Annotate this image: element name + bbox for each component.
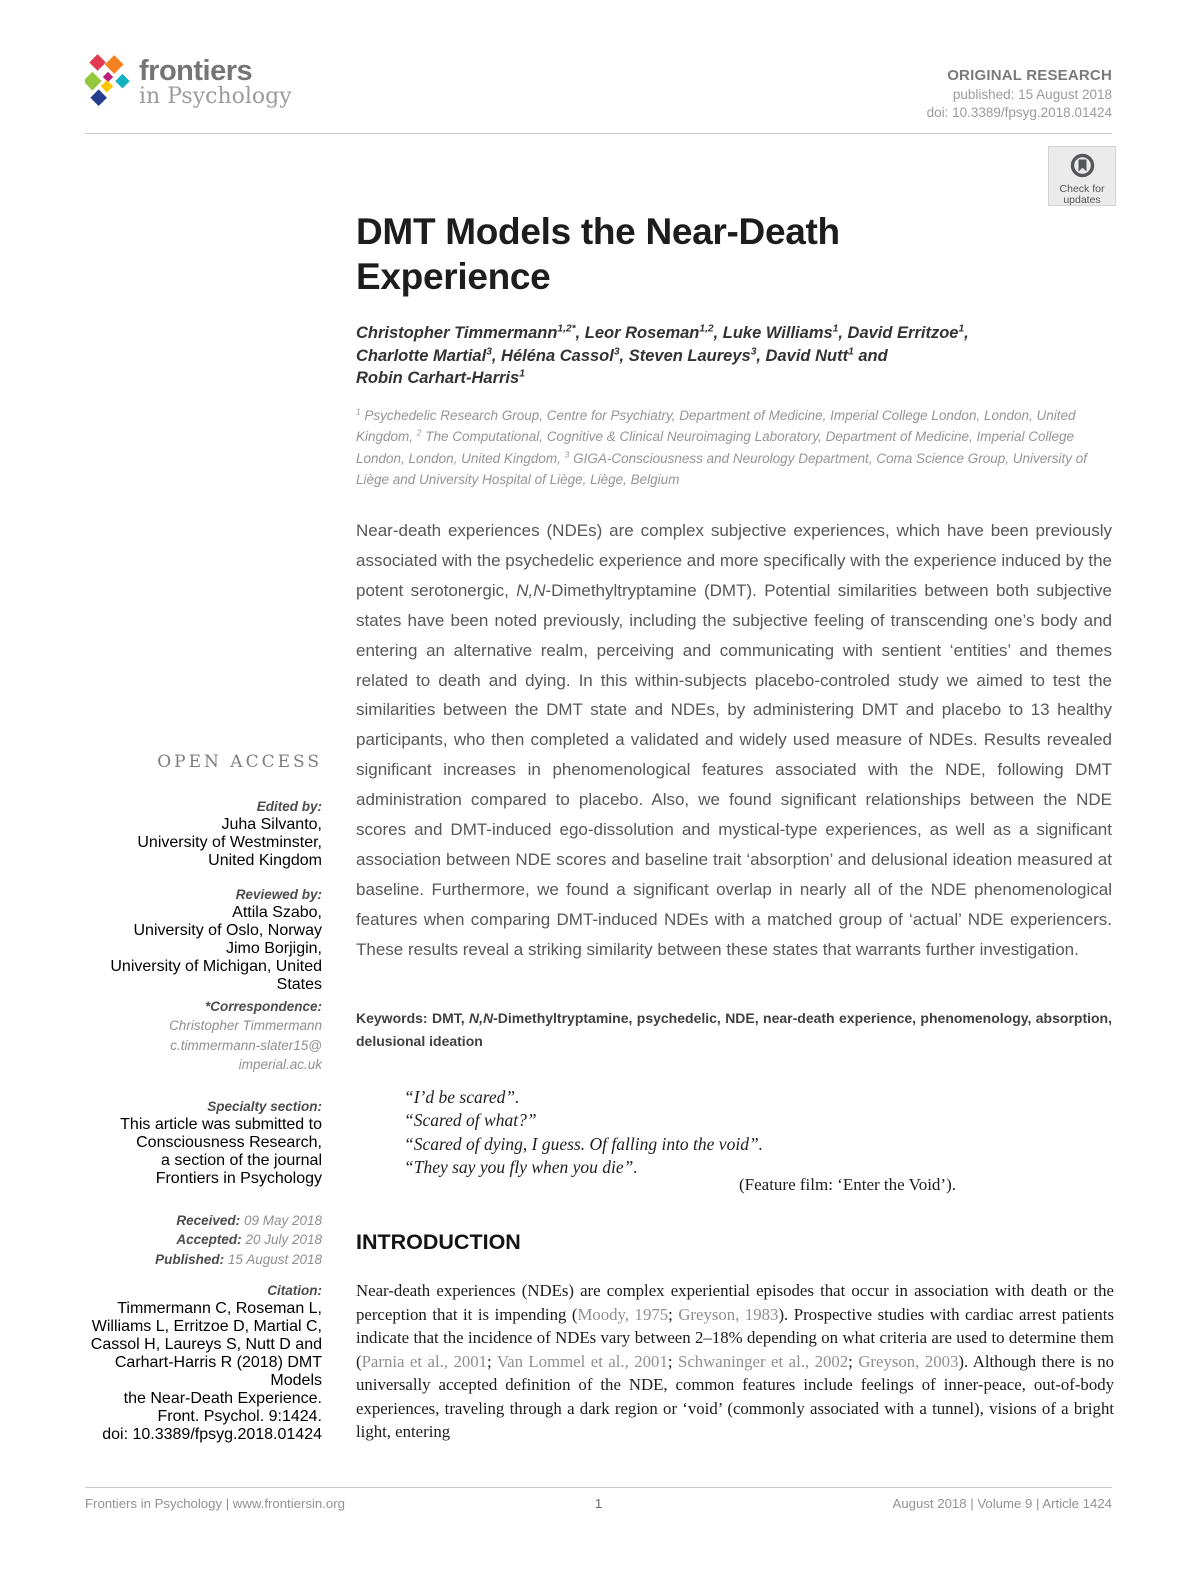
sidebar-line: a section of the journal	[161, 1152, 322, 1170]
abstract-text: Near-death experiences (NDEs) are complex subjective experiences, which have been previously associated with the psychedelic experience and more specifically with the experience induced by the potent serotonergic, N,N-Dimethyltryptamine (DMT). Potential similarities between both subjective states have been noted previously, including the subjective feeling of transcending one’s body and entering an alternative realm, perceiving and communicating with sentient ‘entities’ and themes related to death and dying. In this within-subjects placebo-controled study we aimed to test the similarities between the DMT state and NDEs, by administering DMT and placebo to 13 healthy participants, who then completed a validated and widely used measure of NDEs. Results revealed significant increases in phenomenological features associated with the NDE, following DMT administration compared to placebo. Also, we found significant relationships between the NDE scores and DMT-induced ego-dissolution and mystical-type experiences, as well as a significant association between NDE scores and baseline trait ‘absorption’ and delusional ideation measured at baseline. Furthermore, we found a significant overlap in nearly all of the NDE phenomenological features when comparing DMT-induced NDEs with a matched group of ‘actual’ NDE experiencers. These results reveal a striking similarity between these states that warrants further investigation.	[356, 521, 1112, 959]
footer-journal-url: Frontiers in Psychology | www.frontiersin.org	[85, 1496, 345, 1511]
sidebar-line: Juha Silvanto,	[221, 816, 322, 834]
quote-line: “I’d be scared”.	[404, 1087, 520, 1107]
sidebar-line: Attila Szabo,	[232, 904, 322, 922]
published-date: published: 15 August 2018	[952, 87, 1112, 102]
sidebar-line: doi: 10.3389/fpsyg.2018.01424	[102, 1426, 322, 1444]
reviewed-by-block	[78, 885, 322, 994]
footer-page-number: 1	[594, 1496, 603, 1511]
journal-name: frontiers	[139, 55, 253, 87]
sidebar-line: Williams L, Erritzoe D, Martial C,	[91, 1318, 322, 1336]
edited-by-block	[78, 797, 322, 870]
correspondence-email-2[interactable]: imperial.ac.uk	[238, 1056, 322, 1072]
doi-line: doi: 10.3389/fpsyg.2018.01424	[926, 105, 1112, 120]
citation-link[interactable]: Moody, 1975	[577, 1304, 669, 1324]
keywords-line: Keywords: DMT, N,N-Dimethyltryptamine, psychedelic, NDE, near-death experience, phenomenology, absorption, delusional ideation	[356, 1010, 1112, 1049]
reviewed-by-lines	[78, 904, 322, 994]
epigraph-quotes	[404, 1086, 763, 1180]
frontiers-cubes-icon	[85, 50, 133, 106]
correspondence-label: *Correspondence:	[204, 999, 322, 1014]
open-access-label: OPEN ACCESS	[157, 752, 322, 772]
correspondence-name: Christopher Timmermann	[169, 1018, 322, 1034]
affiliations: $^1$ Psychedelic Research Group, Centre for Psychiatry, Department of Medicine, Imperial College London, London, United Kingdom, $^2$ The Computational, Cognitive & Clinical Neuroimaging Laboratory, Department of Medicine, Imperial College London, London, United Kingdom, $^3$ GIGA-Consciousness and Neurology Department, Coma Science Group, University of Liège and University Hospital of Liège, Liège, Belgium	[356, 406, 1088, 487]
reviewed-by-label: Reviewed by:	[235, 887, 322, 902]
header-divider	[85, 133, 1112, 134]
sidebar-line: This article was submitted to	[120, 1116, 322, 1134]
sidebar-line: University of Westminster,	[137, 834, 322, 852]
footer-divider	[85, 1487, 1112, 1488]
quote-line: “Scared of what?”	[404, 1110, 537, 1131]
citation-link[interactable]: Van Lommel et al., 2001	[496, 1351, 668, 1371]
check-for-updates-badge[interactable]	[1048, 146, 1116, 206]
specialty-lines	[78, 1116, 322, 1188]
sidebar-line: Cassol H, Laureys S, Nutt D and	[90, 1336, 322, 1354]
feature-film-attribution: (Feature film: ‘Enter the Void’).	[738, 1175, 956, 1194]
edited-by-label: Edited by:	[256, 799, 322, 814]
citation-link[interactable]: Greyson, 1983	[678, 1304, 779, 1324]
introduction-paragraph: Near-death experiences (NDEs) are complex experiential episodes that occur in association with death or the perception that it is impending (Moody, 1975; Greyson, 1983). Prospective studies with cardiac arrest patients indicate that the incidence of NDEs vary between 2–18% depending on what criteria are used to determine them (Parnia et al., 2001; Van Lommel et al., 2001; Schwaninger et al., 2002; Greyson, 2003). Although there is no universally accepted definition of the NDE, common features include feelings of inner-peace, out-of-body experiences, traveling through a dark region or ‘void’ (commonly associated with a tunnel), visions of a bright light, entering	[356, 1281, 1115, 1441]
accepted-label: Accepted:	[176, 1232, 242, 1248]
article-title: DMT Models the Near-Death Experience	[356, 211, 840, 297]
article-type-label: ORIGINAL RESEARCH	[947, 67, 1112, 84]
journal-subtitle: in Psychology	[139, 84, 292, 109]
specialty-section-block	[78, 1097, 322, 1188]
citation-lines	[78, 1300, 322, 1444]
citation-link[interactable]: Greyson, 2003	[858, 1351, 959, 1371]
accepted-line	[78, 1230, 322, 1249]
received-value: 09 May 2018	[243, 1213, 322, 1228]
sidebar-line: Timmermann C, Roseman L,	[117, 1300, 322, 1318]
accepted-value: 20 July 2018	[245, 1232, 322, 1248]
citation-link[interactable]: Parnia et al., 2001	[361, 1351, 488, 1371]
authors-line: Christopher Timmermann$^{1,2*}$, Leor Roseman$^{1,2}$, Luke Williams$^1$, David Erritzoe$^1$, Charlotte Martial$^3$, Héléna Cassol$^3$, Steven Laureys$^3$, David Nutt$^1$ and Robin Carhart-Harris$^1$	[356, 323, 969, 387]
published-label: Published:	[155, 1251, 225, 1267]
check-updates-label-2: updates	[1063, 194, 1101, 206]
sidebar-line: Consciousness Research,	[136, 1134, 322, 1152]
sidebar-line: Frontiers in Psychology	[155, 1170, 322, 1188]
sidebar-line: Front. Psychol. 9:1424.	[157, 1408, 322, 1426]
journal-logo	[85, 50, 292, 110]
check-updates-label-1: Check for	[1059, 183, 1105, 195]
specialty-section-label: Specialty section:	[207, 1099, 322, 1114]
received-line	[78, 1211, 322, 1230]
citation-block	[78, 1281, 322, 1444]
sidebar-line: Jimo Borjigin,	[225, 940, 322, 958]
citation-label: Citation:	[267, 1283, 322, 1298]
citation-link[interactable]: Schwaninger et al., 2002	[677, 1351, 849, 1371]
correspondence-email-1[interactable]: c.timmermann-slater15@	[170, 1037, 322, 1053]
edited-by-lines	[78, 816, 322, 870]
header-meta	[927, 66, 1112, 122]
sidebar-line: University of Oslo, Norway	[133, 922, 322, 940]
published-line	[78, 1250, 322, 1269]
introduction-heading: INTRODUCTION	[356, 1230, 521, 1254]
quote-line: “They say you fly when you die”.	[404, 1157, 638, 1178]
sidebar-line: United Kingdom	[208, 852, 322, 870]
quote-line: “Scared of dying, I guess. Of falling into the void”.	[404, 1133, 764, 1154]
correspondence-block	[78, 997, 322, 1074]
sidebar-line: the Near-Death Experience.	[123, 1390, 322, 1408]
sidebar-line: Carhart-Harris R (2018) DMT Models	[114, 1354, 322, 1390]
crossmark-icon	[1069, 152, 1096, 179]
received-label: Received:	[176, 1213, 241, 1228]
published-value: 15 August 2018	[227, 1251, 322, 1267]
sidebar-line: University of Michigan, United States	[110, 958, 322, 994]
dates-block	[78, 1211, 322, 1269]
footer-issue-info: August 2018 | Volume 9 | Article 1424	[892, 1496, 1112, 1511]
